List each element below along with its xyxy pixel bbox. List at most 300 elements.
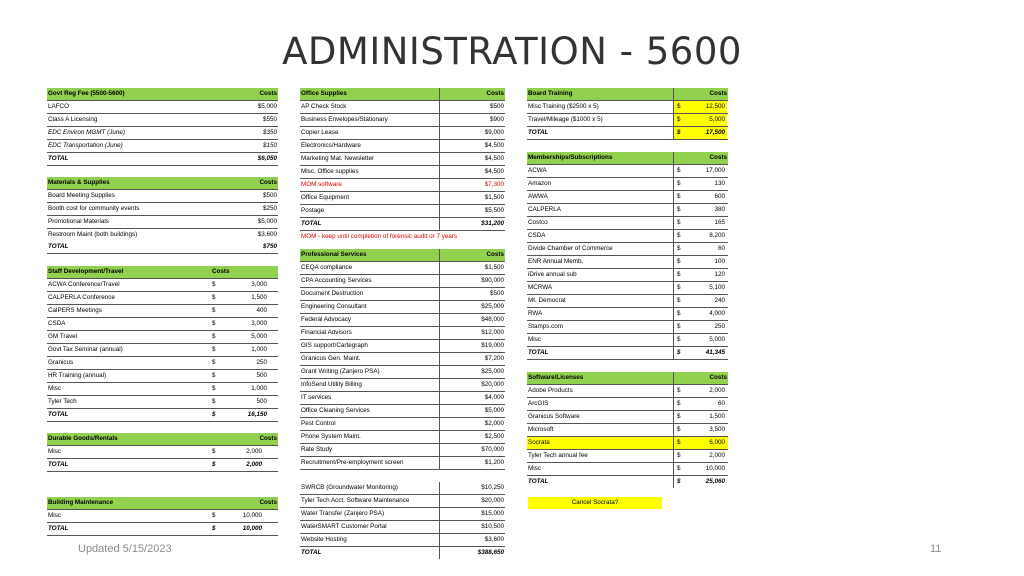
column-divider xyxy=(673,178,674,190)
row-amount: $48,000 xyxy=(481,316,504,323)
column-divider xyxy=(439,521,440,533)
column-3 xyxy=(527,88,728,488)
dollar-sign: $ xyxy=(212,372,216,379)
audit-note: MOM - keep until completion of forensic audit or 7 years xyxy=(301,233,458,240)
column-divider xyxy=(673,476,674,488)
row-label: Travel/Mileage ($1000 x 5) xyxy=(528,116,603,123)
table-row xyxy=(47,140,278,153)
section-header-label: Govt Reg Fee (5500-5600) xyxy=(48,90,125,97)
row-label: LAFCO xyxy=(48,103,69,110)
column-divider xyxy=(673,308,674,320)
table-row xyxy=(47,344,278,357)
table-row xyxy=(527,385,728,398)
section-header xyxy=(47,266,278,279)
column-divider xyxy=(673,424,674,436)
row-amount: 1,500 xyxy=(251,294,267,301)
row-label: Grant Writing (Zanjero PSA) xyxy=(301,368,380,375)
dollar-sign: $ xyxy=(212,320,216,327)
dollar-sign: $ xyxy=(677,426,681,433)
column-divider xyxy=(439,140,440,152)
table-row xyxy=(300,418,505,431)
page-number: 11 xyxy=(930,543,942,555)
table-row xyxy=(527,321,728,334)
column-1 xyxy=(47,88,278,536)
column-divider xyxy=(439,101,440,113)
table-row xyxy=(527,411,728,424)
table-row xyxy=(300,262,505,275)
column-divider xyxy=(439,353,440,365)
row-amount: 60 xyxy=(717,400,725,407)
table-row xyxy=(47,331,278,344)
row-amount: 5,000 xyxy=(709,116,725,123)
column-divider xyxy=(673,152,674,164)
row-amount: $12,000 xyxy=(481,329,504,336)
row-label: GIS support/Cartegraph xyxy=(301,342,368,349)
table-row xyxy=(47,305,278,318)
row-label: AP Check Stock xyxy=(301,103,347,110)
table-row xyxy=(527,269,728,282)
section-header-costs: Costs xyxy=(709,154,727,161)
table-row xyxy=(527,204,728,217)
table-row xyxy=(527,334,728,347)
column-divider xyxy=(439,379,440,391)
dollar-sign: $ xyxy=(677,193,681,200)
total-label: TOTAL xyxy=(301,549,322,556)
column-divider xyxy=(673,321,674,333)
section-header xyxy=(47,177,278,190)
column-divider xyxy=(673,295,674,307)
total-amount: $31,200 xyxy=(481,220,504,227)
row-amount: 3,000 xyxy=(251,320,267,327)
row-label: AWWA xyxy=(528,193,548,200)
table-row xyxy=(300,392,505,405)
table-row xyxy=(300,444,505,457)
column-divider xyxy=(673,463,674,475)
dollar-sign: $ xyxy=(677,116,681,123)
row-label: Amazon xyxy=(528,180,552,187)
table-row xyxy=(527,398,728,411)
total-amount: 16,150 xyxy=(247,411,267,418)
row-label: Copier Lease xyxy=(301,129,339,136)
row-label: SWRCB (Groundwater Monitoring) xyxy=(301,484,398,491)
table-row xyxy=(47,370,278,383)
section-header xyxy=(47,88,278,101)
row-amount: $2,500 xyxy=(484,433,504,440)
row-amount: $7,200 xyxy=(484,355,504,362)
total-label: TOTAL xyxy=(301,220,322,227)
column-divider xyxy=(439,153,440,165)
dollar-sign: $ xyxy=(212,461,216,468)
row-label: Class A Licensing xyxy=(48,116,98,123)
table-row xyxy=(47,318,278,331)
column-divider xyxy=(439,418,440,430)
table-row xyxy=(300,457,505,470)
row-amount: $10,250 xyxy=(481,484,504,491)
table-row xyxy=(300,179,505,192)
column-divider xyxy=(439,340,440,352)
row-label: GM Travel xyxy=(48,333,78,340)
table-row xyxy=(300,405,505,418)
column-divider xyxy=(673,230,674,242)
section-header-costs: Costs xyxy=(259,90,277,97)
section-total xyxy=(300,218,505,231)
section-total xyxy=(527,347,728,360)
table-row xyxy=(47,396,278,409)
row-label: Website Hosting xyxy=(301,536,347,543)
table-row xyxy=(527,191,728,204)
row-amount: $5,500 xyxy=(484,207,504,214)
dollar-sign: $ xyxy=(212,525,216,532)
row-label: CSDA xyxy=(48,320,66,327)
column-divider xyxy=(673,127,674,139)
column-divider xyxy=(439,218,440,230)
row-amount: 5,000 xyxy=(709,336,725,343)
column-divider xyxy=(673,204,674,216)
total-label: TOTAL xyxy=(48,155,69,162)
row-label: CALPERLA Conference xyxy=(48,294,115,301)
row-amount: $5,000 xyxy=(484,407,504,414)
table-row xyxy=(47,203,278,216)
dollar-sign: $ xyxy=(677,232,681,239)
section-header xyxy=(47,433,278,446)
column-divider xyxy=(673,347,674,359)
section-header xyxy=(527,88,728,101)
row-label: Electronics/Hardware xyxy=(301,142,361,149)
row-amount: $4,500 xyxy=(484,142,504,149)
row-amount: $4,500 xyxy=(484,168,504,175)
total-amount: 17,500 xyxy=(705,129,725,136)
row-label: Stamps.com xyxy=(528,323,563,330)
row-label: Restroom Maint (both buildings) xyxy=(48,231,138,238)
column-divider xyxy=(439,205,440,217)
column-divider xyxy=(439,366,440,378)
row-label: Promotional Materials xyxy=(48,218,109,225)
row-amount: $19,000 xyxy=(481,342,504,349)
table-row xyxy=(300,275,505,288)
dollar-sign: $ xyxy=(212,281,216,288)
row-label: iDrive annual sub xyxy=(528,271,577,278)
row-amount: 3,500 xyxy=(709,426,725,433)
section-header xyxy=(300,88,505,101)
row-amount: $1,500 xyxy=(484,264,504,271)
row-amount: 250 xyxy=(256,359,267,366)
section-header-costs: Costs xyxy=(259,499,277,506)
total-label: TOTAL xyxy=(48,243,69,250)
row-label: IT services xyxy=(301,394,332,401)
dollar-sign: $ xyxy=(677,387,681,394)
section-header-costs: Costs xyxy=(259,435,277,442)
column-divider xyxy=(439,262,440,274)
row-label: MOM software xyxy=(301,181,342,188)
column-divider xyxy=(673,101,674,113)
column-divider xyxy=(439,495,440,507)
table-row xyxy=(527,450,728,463)
row-label: Financial Advisors xyxy=(301,329,352,336)
column-divider xyxy=(439,327,440,339)
table-row xyxy=(300,153,505,166)
row-amount: 10,000 xyxy=(705,465,725,472)
row-amount: $4,500 xyxy=(484,155,504,162)
column-divider xyxy=(439,249,440,261)
table-row xyxy=(527,217,728,230)
column-divider xyxy=(439,114,440,126)
row-amount: $1,500 xyxy=(484,194,504,201)
row-amount: 120 xyxy=(714,271,725,278)
row-label: Misc xyxy=(48,385,61,392)
row-label: Tyler Tech xyxy=(48,398,77,405)
row-label: InfoSend Utility Billing xyxy=(301,381,362,388)
table-row xyxy=(527,243,728,256)
row-label: Document Destruction xyxy=(301,290,364,297)
column-divider xyxy=(439,534,440,546)
table-row xyxy=(300,379,505,392)
row-label: CPA Accounting Services xyxy=(301,277,372,284)
column-divider xyxy=(439,127,440,139)
row-label: Recruitment/Pre-employment screen xyxy=(301,459,404,466)
row-amount: $250 xyxy=(262,205,277,212)
dollar-sign: $ xyxy=(677,167,681,174)
total-amount: $6,050 xyxy=(257,155,277,162)
row-amount: 2,000 xyxy=(709,387,725,394)
row-amount: $90,000 xyxy=(481,277,504,284)
row-amount: $5,000 xyxy=(257,103,277,110)
table-row xyxy=(47,279,278,292)
row-amount: 100 xyxy=(714,258,725,265)
total-amount: $388,650 xyxy=(477,549,504,556)
dollar-sign: $ xyxy=(212,411,216,418)
row-label: ENR Annual Memb. xyxy=(528,258,584,265)
row-label: Misc xyxy=(48,448,61,455)
column-divider xyxy=(673,372,674,384)
section-header-label: Board Training xyxy=(528,90,573,97)
section-header-costs: Costs xyxy=(486,90,504,97)
section-header xyxy=(47,497,278,510)
table-row xyxy=(300,353,505,366)
row-amount: 5,000 xyxy=(251,333,267,340)
row-amount: $150 xyxy=(262,142,277,149)
dollar-sign: $ xyxy=(677,336,681,343)
total-amount: 41,345 xyxy=(705,349,725,356)
row-label: Mt. Democrat xyxy=(528,297,566,304)
row-amount: 500 xyxy=(256,372,267,379)
row-amount: $10,500 xyxy=(481,523,504,530)
column-divider xyxy=(439,179,440,191)
row-amount: $5,000 xyxy=(257,218,277,225)
table-row xyxy=(300,508,505,521)
row-label: Misc. Office supplies xyxy=(301,168,359,175)
table-row xyxy=(527,256,728,269)
row-amount: $15,000 xyxy=(481,510,504,517)
dollar-sign: $ xyxy=(677,400,681,407)
row-label: EDC Environ MGMT (June) xyxy=(48,129,125,136)
column-divider xyxy=(673,269,674,281)
table-row xyxy=(300,127,505,140)
total-label: TOTAL xyxy=(528,478,549,485)
dollar-sign: $ xyxy=(677,206,681,213)
column-divider xyxy=(439,392,440,404)
row-amount: 1,000 xyxy=(251,346,267,353)
row-label: Rate Study xyxy=(301,446,333,453)
row-amount: 130 xyxy=(714,180,725,187)
row-label: MCRWA xyxy=(528,284,553,291)
table-row xyxy=(527,463,728,476)
row-amount: 8,200 xyxy=(709,232,725,239)
row-label: ACWA xyxy=(528,167,547,174)
table-row xyxy=(527,165,728,178)
table-row xyxy=(527,230,728,243)
section-total xyxy=(47,459,278,472)
table-row xyxy=(47,101,278,114)
row-label: Marketing Mat. Newsletter xyxy=(301,155,375,162)
table-row xyxy=(300,101,505,114)
section-total xyxy=(527,127,728,140)
total-label: TOTAL xyxy=(48,411,69,418)
column-divider xyxy=(439,166,440,178)
row-label: Engineering Consultant xyxy=(301,303,367,310)
table-row xyxy=(527,424,728,437)
row-amount: 2,000 xyxy=(246,448,262,455)
row-amount: $2,000 xyxy=(484,420,504,427)
row-amount: $3,600 xyxy=(484,536,504,543)
row-amount: 1,500 xyxy=(709,413,725,420)
row-amount: 3,000 xyxy=(251,281,267,288)
table-row xyxy=(300,288,505,301)
dollar-sign: $ xyxy=(677,245,681,252)
dollar-sign: $ xyxy=(677,297,681,304)
section-header-label: Memberships/Subscriptions xyxy=(528,154,613,161)
column-divider xyxy=(439,314,440,326)
row-amount: 380 xyxy=(714,206,725,213)
column-divider xyxy=(439,88,440,100)
cancel-socrata-note: Cancel Socrata? xyxy=(528,497,662,509)
row-amount: $25,000 xyxy=(481,303,504,310)
column-divider xyxy=(439,275,440,287)
total-amount: 2,000 xyxy=(246,461,262,468)
row-label: Misc xyxy=(48,512,61,519)
row-label: Office Cleaning Services xyxy=(301,407,370,414)
section-header xyxy=(300,249,505,262)
section-total xyxy=(47,241,278,254)
table-row xyxy=(47,383,278,396)
row-label: Microsoft xyxy=(528,426,554,433)
row-amount: 10,000 xyxy=(242,512,262,519)
row-amount: $20,000 xyxy=(481,381,504,388)
section-header-costs: Costs xyxy=(486,251,504,258)
dollar-sign: $ xyxy=(677,439,681,446)
section-header-label: Office Supplies xyxy=(301,90,347,97)
dollar-sign: $ xyxy=(677,284,681,291)
total-amount: 25,060 xyxy=(705,478,725,485)
row-label: Misc Training ($2500 x 5) xyxy=(528,103,599,110)
section-header-costs: Costs xyxy=(259,179,277,186)
table-row xyxy=(300,327,505,340)
dollar-sign: $ xyxy=(677,129,681,136)
section-header-label: Staff Development/Travel xyxy=(48,268,124,275)
table-row xyxy=(527,295,728,308)
section-total xyxy=(300,547,505,559)
dollar-sign: $ xyxy=(677,465,681,472)
row-amount: 500 xyxy=(256,398,267,405)
row-amount: 400 xyxy=(256,307,267,314)
section-total xyxy=(527,476,728,488)
table-row xyxy=(527,178,728,191)
row-label: CEQA compliance xyxy=(301,264,353,271)
row-label: CALPERLA xyxy=(528,206,561,213)
row-label: Pest Control xyxy=(301,420,336,427)
row-label: CSDA xyxy=(528,232,546,239)
table-row xyxy=(47,357,278,370)
dollar-sign: $ xyxy=(212,346,216,353)
table-row xyxy=(300,482,505,495)
column-divider xyxy=(439,192,440,204)
section-total xyxy=(47,523,278,536)
total-label: TOTAL xyxy=(528,129,549,136)
table-row xyxy=(300,314,505,327)
table-row xyxy=(47,229,278,241)
table-row xyxy=(300,340,505,353)
row-amount: $1,200 xyxy=(484,459,504,466)
row-label: ACWA Conference/Travel xyxy=(48,281,120,288)
row-amount: $3,600 xyxy=(257,231,277,238)
dollar-sign: $ xyxy=(212,448,216,455)
column-divider xyxy=(673,385,674,397)
row-amount: $9,000 xyxy=(484,129,504,136)
row-amount: 60 xyxy=(717,245,725,252)
section-header-costs: Costs xyxy=(709,90,727,97)
row-label: Misc xyxy=(528,465,541,472)
dollar-sign: $ xyxy=(677,478,681,485)
row-label: CalPERS Meetings xyxy=(48,307,102,314)
row-amount: 240 xyxy=(714,297,725,304)
row-amount: 2,000 xyxy=(709,452,725,459)
row-amount: $500 xyxy=(262,192,277,199)
row-amount: 600 xyxy=(714,193,725,200)
row-amount: 4,000 xyxy=(709,310,725,317)
total-label: TOTAL xyxy=(528,349,549,356)
dollar-sign: $ xyxy=(212,359,216,366)
table-row xyxy=(47,510,278,523)
dollar-sign: $ xyxy=(677,219,681,226)
row-amount: 165 xyxy=(714,219,725,226)
section-header xyxy=(527,372,728,385)
row-amount: $550 xyxy=(262,116,277,123)
row-amount: $900 xyxy=(489,116,504,123)
row-amount: $500 xyxy=(489,290,504,297)
table-row xyxy=(300,140,505,153)
column-divider xyxy=(439,431,440,443)
table-row xyxy=(47,127,278,140)
row-amount: 6,000 xyxy=(709,439,725,446)
row-label: Tyler Tech Acct. Software Maintenance xyxy=(301,497,410,504)
row-label: Granicus xyxy=(48,359,74,366)
total-amount: $750 xyxy=(262,243,277,250)
column-divider xyxy=(673,334,674,346)
row-label: Tyler Tech annual fee xyxy=(528,452,588,459)
dollar-sign: $ xyxy=(677,452,681,459)
row-label: Costco xyxy=(528,219,548,226)
row-label: Postage xyxy=(301,207,325,214)
row-amount: $350 xyxy=(262,129,277,136)
table-row xyxy=(300,366,505,379)
dollar-sign: $ xyxy=(677,271,681,278)
column-divider xyxy=(439,457,440,469)
table-row xyxy=(300,205,505,218)
row-label: HR Training (annual) xyxy=(48,372,107,379)
column-divider xyxy=(673,450,674,462)
dollar-sign: $ xyxy=(677,180,681,187)
column-divider xyxy=(673,256,674,268)
column-divider xyxy=(673,437,674,449)
